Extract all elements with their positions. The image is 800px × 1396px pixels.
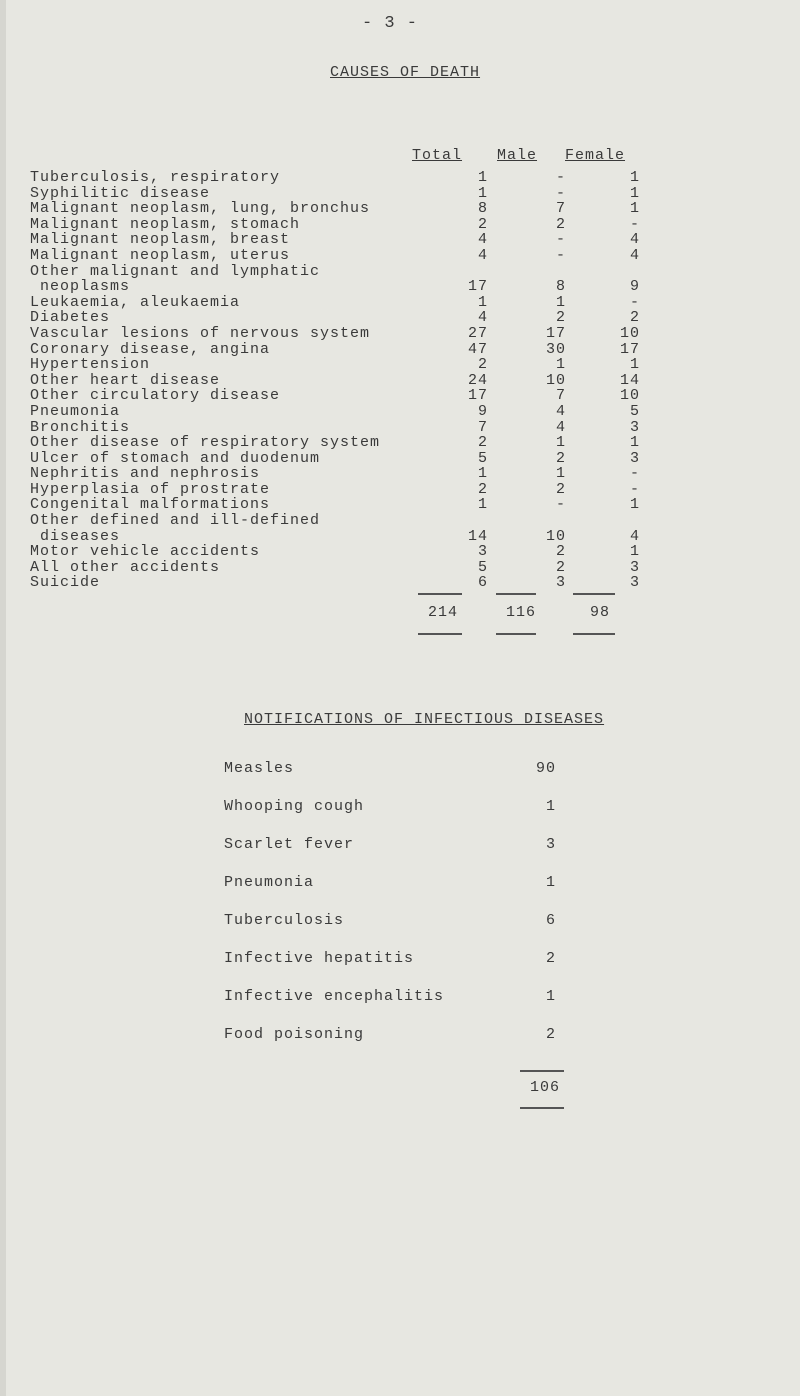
table-row [30,215,640,233]
cause-label: Motor vehicle accidents [30,543,261,561]
male-cell: 4 [555,418,566,436]
male-cell: 2 [555,309,566,327]
disease-count: 6 [545,912,556,929]
disease-count: 3 [545,836,556,853]
disease-label: Measles [224,760,295,777]
male-cell: 1 [555,465,566,483]
disease-count: 90 [535,760,556,777]
notifications-title: NOTIFICATIONS OF INFECTIOUS DISEASES [244,711,605,728]
disease-count: 2 [545,950,556,967]
list-item [224,987,564,1025]
cause-label: diseases [30,527,121,545]
table-row [30,513,630,529]
cause-label: Other disease of respiratory system [30,434,381,452]
total-cell: 4 [477,246,488,264]
notifications-total: 106 [529,1079,560,1096]
list-item [224,949,564,987]
male-cell: 30 [545,340,566,358]
female-cell: 3 [629,558,640,576]
male-cell: 17 [545,324,566,342]
table-row [30,309,640,327]
header-total: Total [412,147,463,164]
total-cell: 7 [477,418,488,436]
total-cell: 9 [477,402,488,420]
female-cell: 2 [629,309,640,327]
cause-label: Hyperplasia of prostrate [30,480,271,498]
cause-label: Pneumonia [30,402,121,420]
male-cell: 10 [545,527,566,545]
rule-notifications-bottom [520,1107,564,1109]
male-cell: - [555,231,566,249]
rule-total-bottom [418,633,462,635]
cause-label: Ulcer of stomach and duodenum [30,449,321,467]
male-cell: 1 [555,356,566,374]
list-item [224,797,564,835]
table-row [30,465,640,483]
header-female: Female [565,147,626,164]
table-row [30,558,640,576]
table-row [30,449,640,467]
male-cell: 2 [555,215,566,233]
header-male: Male [497,147,538,164]
female-cell: 1 [629,434,640,452]
cause-label: neoplasms [30,278,131,296]
causes-of-death-title: CAUSES OF DEATH [330,64,481,81]
sum-female: 98 [589,604,610,621]
female-cell: 1 [629,356,640,374]
table-row [30,246,640,264]
female-cell: 9 [629,278,640,296]
male-cell: 1 [555,293,566,311]
cause-label: Syphilitic disease [30,184,211,202]
disease-count: 1 [545,988,556,1005]
list-item [224,835,564,873]
cause-label: Hypertension [30,356,151,374]
disease-label: Infective hepatitis [224,950,415,967]
total-cell: 2 [477,480,488,498]
total-cell: 1 [477,169,488,186]
female-cell: 14 [619,371,640,389]
page-number: - 3 - [362,14,419,33]
table-row [30,402,640,420]
rule-total [418,593,462,595]
cause-label: Other malignant and lymphatic [30,262,321,280]
cause-label: Malignant neoplasm, stomach [30,215,301,233]
list-item [224,911,564,949]
total-cell: 8 [477,200,488,218]
table-row [30,527,640,545]
disease-label: Scarlet fever [224,836,355,853]
female-cell: - [629,293,640,311]
table-row [30,231,640,249]
cause-label: Other heart disease [30,371,221,389]
table-row [30,324,640,342]
male-cell: 3 [555,574,566,592]
male-cell: 2 [555,449,566,467]
total-cell: 14 [467,527,488,545]
cause-label: Malignant neoplasm, uterus [30,246,291,264]
female-cell: 4 [629,231,640,249]
disease-label: Pneumonia [224,874,315,891]
table-row [30,434,640,452]
rule-female [573,593,615,595]
male-cell: - [555,169,566,186]
causes-table [30,169,640,592]
female-cell: 1 [629,184,640,202]
table-row [30,340,640,358]
disease-label: Whooping cough [224,798,365,815]
notifications-list [224,759,564,1063]
cause-label: Suicide [30,574,101,592]
female-cell: 10 [619,387,640,405]
total-cell: 3 [477,543,488,561]
cause-label: Other defined and ill-defined [30,512,321,530]
male-cell: 7 [555,387,566,405]
table-row [30,387,640,405]
cause-label: Nephritis and nephrosis [30,465,261,483]
male-cell: - [555,496,566,514]
total-cell: 2 [477,434,488,452]
female-cell: - [629,480,640,498]
disease-label: Food poisoning [224,1026,365,1043]
table-row [30,480,640,498]
female-cell: 4 [629,246,640,264]
female-cell: 1 [629,496,640,514]
cause-label: Diabetes [30,309,111,327]
disease-count: 1 [545,874,556,891]
female-cell: 3 [629,574,640,592]
male-cell: 2 [555,480,566,498]
female-cell: - [629,215,640,233]
table-row [30,278,640,296]
male-cell: 2 [555,558,566,576]
cause-label: Bronchitis [30,418,131,436]
female-cell: 3 [629,449,640,467]
table-row [30,356,640,374]
female-cell: 1 [629,169,640,186]
total-cell: 17 [467,387,488,405]
table-row [30,418,640,436]
disease-label: Infective encephalitis [224,988,445,1005]
rule-female-bottom [573,633,615,635]
disease-count: 1 [545,798,556,815]
cause-label: Vascular lesions of nervous system [30,324,371,342]
table-row [30,496,640,514]
table-row [30,264,630,280]
male-cell: - [555,184,566,202]
table-row [30,371,640,389]
page-edge [0,0,6,1396]
sum-male: 116 [505,604,536,621]
cause-label: Congenital malformations [30,496,271,514]
total-cell: 1 [477,465,488,483]
table-row [30,574,640,592]
total-cell: 17 [467,278,488,296]
cause-label: Coronary disease, angina [30,340,271,358]
total-cell: 4 [477,309,488,327]
total-cell: 6 [477,574,488,592]
sum-total: 214 [427,604,458,621]
male-cell: 4 [555,402,566,420]
rule-notifications [520,1070,564,1072]
disease-count: 2 [545,1026,556,1043]
female-cell: 3 [629,418,640,436]
cause-label: All other accidents [30,558,221,576]
total-cell: 2 [477,356,488,374]
female-cell: - [629,465,640,483]
total-cell: 2 [477,215,488,233]
table-row [30,543,640,561]
cause-label: Malignant neoplasm, breast [30,231,291,249]
total-cell: 24 [467,371,488,389]
total-cell: 1 [477,293,488,311]
table-row [30,200,640,218]
female-cell: 5 [629,402,640,420]
list-item [224,873,564,911]
table-row [30,169,640,186]
rule-male [496,593,536,595]
table-row [30,184,640,202]
list-item [224,1025,564,1063]
cause-label: Tuberculosis, respiratory [30,169,281,186]
rule-male-bottom [496,633,536,635]
male-cell: 8 [555,278,566,296]
total-cell: 5 [477,449,488,467]
male-cell: 1 [555,434,566,452]
male-cell: 2 [555,543,566,561]
male-cell: 10 [545,371,566,389]
total-cell: 47 [467,340,488,358]
female-cell: 17 [619,340,640,358]
total-cell: 5 [477,558,488,576]
total-cell: 1 [477,496,488,514]
table-row [30,293,640,311]
total-cell: 1 [477,184,488,202]
cause-label: Other circulatory disease [30,387,281,405]
female-cell: 1 [629,200,640,218]
male-cell: 7 [555,200,566,218]
total-cell: 27 [467,324,488,342]
list-item [224,759,564,797]
total-cell: 4 [477,231,488,249]
cause-label: Malignant neoplasm, lung, bronchus [30,200,371,218]
female-cell: 4 [629,527,640,545]
male-cell: - [555,246,566,264]
female-cell: 10 [619,324,640,342]
disease-label: Tuberculosis [224,912,345,929]
female-cell: 1 [629,543,640,561]
cause-label: Leukaemia, aleukaemia [30,293,241,311]
